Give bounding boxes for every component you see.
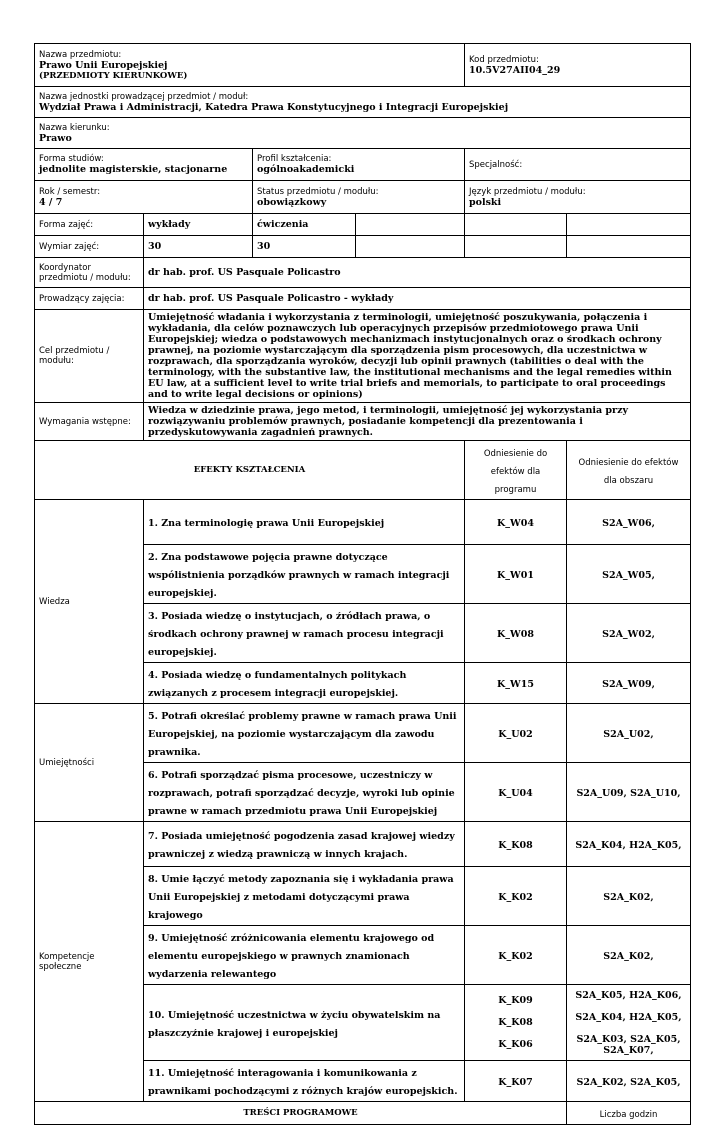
year-label: Rok / semestr:	[39, 186, 101, 197]
objective-row	[35, 310, 691, 403]
class-form-4-cell	[465, 214, 567, 236]
area-ref-line: S2A_K04, H2A_K05,	[575, 1011, 682, 1023]
group-skills: Umiejętności	[35, 704, 144, 822]
status-cell	[253, 181, 465, 214]
class-form-3-cell	[356, 214, 465, 236]
course-code-cell	[465, 44, 691, 87]
field-label: Nazwa kierunku:	[39, 122, 110, 133]
outcome-program-ref: K_U04	[465, 763, 567, 822]
year-row	[35, 181, 691, 214]
hours-exercises: 30	[257, 241, 271, 252]
outcome-program-ref: K_K08	[465, 822, 567, 867]
hours-3-cell	[356, 236, 465, 258]
lecturer-label-cell	[35, 288, 144, 310]
class-form-lectures: wykłady	[148, 219, 191, 230]
course-name-label: Nazwa przedmiotu:	[39, 49, 122, 60]
coordinator-label-cell	[35, 258, 144, 288]
study-form: jednolite magisterskie, stacjonarne	[39, 164, 228, 175]
profile-cell	[253, 149, 465, 181]
outcome-program-ref: K_W01	[465, 545, 567, 604]
course-name-cell	[35, 44, 465, 87]
outcome-area-ref: S2A_K02, S2A_K05,	[567, 1061, 691, 1102]
coordinator: dr hab. prof. US Pasquale Policastro	[148, 267, 341, 278]
profile: ogólnoakademicki	[257, 164, 355, 175]
outcome-area-ref: S2A_K02,	[567, 926, 691, 985]
outcome-text: 10. Umiejętność uczestnictwa w życiu obywatelskim na płaszczyźnie krajowej i europejskiej	[144, 985, 465, 1061]
outcome-text: 2. Zna podstawowe pojęcia prawne dotyczące wspólistnienia porządków prawnych w ramach integracji europejskiej.	[144, 545, 465, 604]
lecturer-label: Prowadzący zajęcia:	[39, 293, 125, 304]
coordinator-label: Koordynator przedmiotu / modułu:	[39, 262, 131, 283]
field-cell	[35, 118, 691, 149]
prerequisites-cell	[144, 403, 691, 441]
program-content-row	[35, 1102, 691, 1125]
outcome-program-ref: K_W04	[465, 500, 567, 545]
hours-4-cell	[465, 236, 567, 258]
field-name: Prawo	[39, 132, 72, 144]
area-ref-line: S2A_K05, H2A_K06,	[575, 989, 682, 1001]
unit-cell	[35, 87, 691, 118]
area-ref-line: S2A_K03, S2A_K05,	[576, 1033, 681, 1045]
program-ref-line: K_K09	[498, 995, 533, 1006]
course-type: (PRZEDMIOTY KIERUNKOWE)	[39, 70, 188, 81]
program-ref-line: K_K06	[498, 1039, 533, 1050]
unit-name: Wydział Prawa i Administracji, Katedra Prawa Konstytucyjnego i Integracji Europejskiej	[39, 101, 509, 113]
outcome-area-ref: S2A_W09,	[567, 663, 691, 704]
class-form-label-cell	[35, 214, 144, 236]
language: polski	[469, 196, 502, 208]
outcome-area-ref: S2A_W02,	[567, 604, 691, 663]
course-name: Prawo Unii Europejskiej	[39, 59, 168, 71]
hours-5-cell	[567, 236, 691, 258]
class-form-label: Forma zajęć:	[39, 219, 94, 230]
prerequisites: Wiedza w dziedzinie prawa, jego metod, i terminologii, umiejętność jej wykorzystania przy rozwiązywaniu problemów prawnych, posiadanie kompetencji dla prezentowania i przedyskutowywania zagadnień prawnych.	[148, 405, 628, 438]
prerequisites-row	[35, 403, 691, 441]
lecturer-cell	[144, 288, 691, 310]
outcome-area-ref: S2A_U02,	[567, 704, 691, 763]
outcomes-program-header: Odniesienie do efektów dla programu	[465, 441, 567, 500]
lecturer-row	[35, 288, 691, 310]
field-row	[35, 118, 691, 149]
course-name-row	[35, 44, 691, 87]
outcome-text: 4. Posiada wiedzę o fundamentalnych politykach związanych z procesem integracji europejskiej.	[144, 663, 465, 704]
outcome-area-ref	[567, 985, 691, 1061]
class-form-exercises: ćwiczenia	[257, 219, 309, 230]
outcome-area-ref: S2A_W06,	[567, 500, 691, 545]
hours-2-cell	[253, 236, 356, 258]
objective: Umiejętność władania i wykorzystania z terminologii, umiejętność poszukywania, połączenia i wykładania, dla celów poznawczych lub operacyjnych przepisów przedmiotowego prawa Unii Europejskiej; wiedza o podstawowych mechanizmach instytucjonalnych oraz o środkach ochrony prawnej, na poziomie wystarczającym dla sporządzenia pism procesowych, dla uczestnictwa w rozprawach, dla sporządzania wyroków, decyzji lub opinii prawnych (tabilities o deal with the terminology, with the substantive law, the institutional mechanisms and the legal remedies within EU law, at a sufficient level to write trial briefs and memorials, to participate to oral proceedings and to write legal decisions or opinions)	[148, 312, 672, 400]
outcome-area-ref: S2A_K02,	[567, 867, 691, 926]
outcome-area-ref: S2A_K04, H2A_K05,	[567, 822, 691, 867]
outcome-program-ref: K_U02	[465, 704, 567, 763]
profile-label: Profil kształcenia:	[257, 154, 332, 164]
outcome-row	[35, 704, 691, 763]
outcome-program-ref	[465, 985, 567, 1061]
outcome-text: 6. Potrafi sporządzać pisma procesowe, uczestniczy w rozprawach, potrafi sporządzać decyzje, wyroki lub opinie prawne w ramach przedmiotu prawa Unii Europejskiej	[144, 763, 465, 822]
coordinator-row	[35, 258, 691, 288]
outcome-text: 3. Posiada wiedzę o instytucjach, o źródłach prawa, o środkach ochrony prawnej w ramach procesu integracji europejskiej.	[144, 604, 465, 663]
unit-label: Nazwa jednostki prowadzącej przedmiot / moduł:	[39, 91, 249, 102]
syllabus-sheet	[34, 43, 690, 1125]
hours-row	[35, 236, 691, 258]
unit-row	[35, 87, 691, 118]
coordinator-cell	[144, 258, 691, 288]
outcome-row	[35, 822, 691, 867]
year-cell	[35, 181, 253, 214]
class-form-5-cell	[567, 214, 691, 236]
outcome-program-ref: K_K02	[465, 867, 567, 926]
class-form-1-cell	[144, 214, 253, 236]
outcomes-header-row	[35, 441, 691, 500]
outcome-program-ref: K_W08	[465, 604, 567, 663]
outcome-area-ref: S2A_U09, S2A_U10,	[567, 763, 691, 822]
class-form-2-cell	[253, 214, 356, 236]
area-ref-line: S2A_K07,	[603, 1044, 654, 1056]
outcomes-header: EFEKTY KSZTAŁCENIA	[35, 441, 465, 500]
outcome-text: 1. Zna terminologię prawa Unii Europejskiej	[144, 500, 465, 545]
outcome-row	[35, 500, 691, 545]
outcome-text: 8. Umie łączyć metody zapoznania się i wykładania prawa Unii Europejskiej z metodami dotyczącymi prawa krajowego	[144, 867, 465, 926]
outcome-text: 5. Potrafi określać problemy prawne w ramach prawa Unii Europejskiej, na poziomie wystarczającym dla zawodu prawnika.	[144, 704, 465, 763]
syllabus-table	[34, 43, 691, 1125]
status-label: Status przedmiotu / modułu:	[257, 186, 379, 197]
outcome-text: 7. Posiada umiejętność pogodzenia zasad krajowej wiedzy prawniczej z wiedzą prawniczą w innych krajach.	[144, 822, 465, 867]
program-ref-line: K_K08	[498, 1017, 533, 1028]
objective-label-cell	[35, 310, 144, 403]
language-label: Język przedmiotu / modułu:	[469, 186, 586, 197]
outcome-program-ref: K_W15	[465, 663, 567, 704]
language-cell	[465, 181, 691, 214]
group-knowledge: Wiedza	[35, 500, 144, 704]
status: obowiązkowy	[257, 196, 327, 208]
program-content-header: TREŚCI PROGRAMOWE	[35, 1102, 567, 1125]
outcome-program-ref: K_K02	[465, 926, 567, 985]
course-code-label: Kod przedmiotu:	[469, 54, 539, 65]
study-form-label: Forma studiów:	[39, 154, 104, 164]
outcome-text: 11. Umiejętność interagowania i komunikowania z prawnikami pochodzącymi z różnych krajów europejskich.	[144, 1061, 465, 1102]
hours-lectures: 30	[148, 241, 162, 252]
outcome-program-ref: K_K07	[465, 1061, 567, 1102]
outcomes-area-header: Odniesienie do efektów dla obszaru	[567, 441, 691, 500]
hours-label: Wymiar zajęć:	[39, 241, 100, 252]
study-form-cell	[35, 149, 253, 181]
objective-cell	[144, 310, 691, 403]
hours-1-cell	[144, 236, 253, 258]
prerequisites-label: Wymagania wstępne:	[39, 416, 131, 427]
objective-label: Cel przedmiotu / modułu:	[39, 346, 110, 366]
hours-count-header: Liczba godzin	[567, 1102, 691, 1125]
course-code: 10.5V27AII04_29	[469, 64, 561, 76]
group-social: Kompetencje społeczne	[35, 822, 144, 1102]
hours-label-cell	[35, 236, 144, 258]
specialty-label: Specjalność:	[469, 159, 523, 170]
outcome-area-ref: S2A_W05,	[567, 545, 691, 604]
outcome-text: 9. Umiejętność zróżnicowania elementu krajowego od elementu europejskiego w prawnych znamionach wydarzenia relewantego	[144, 926, 465, 985]
study-form-row	[35, 149, 691, 181]
lecturer: dr hab. prof. US Pasquale Policastro - wykłady	[148, 293, 394, 304]
prerequisites-label-cell	[35, 403, 144, 441]
year-semester: 4 / 7	[39, 196, 63, 208]
specialty-cell	[465, 149, 691, 181]
class-form-row	[35, 214, 691, 236]
